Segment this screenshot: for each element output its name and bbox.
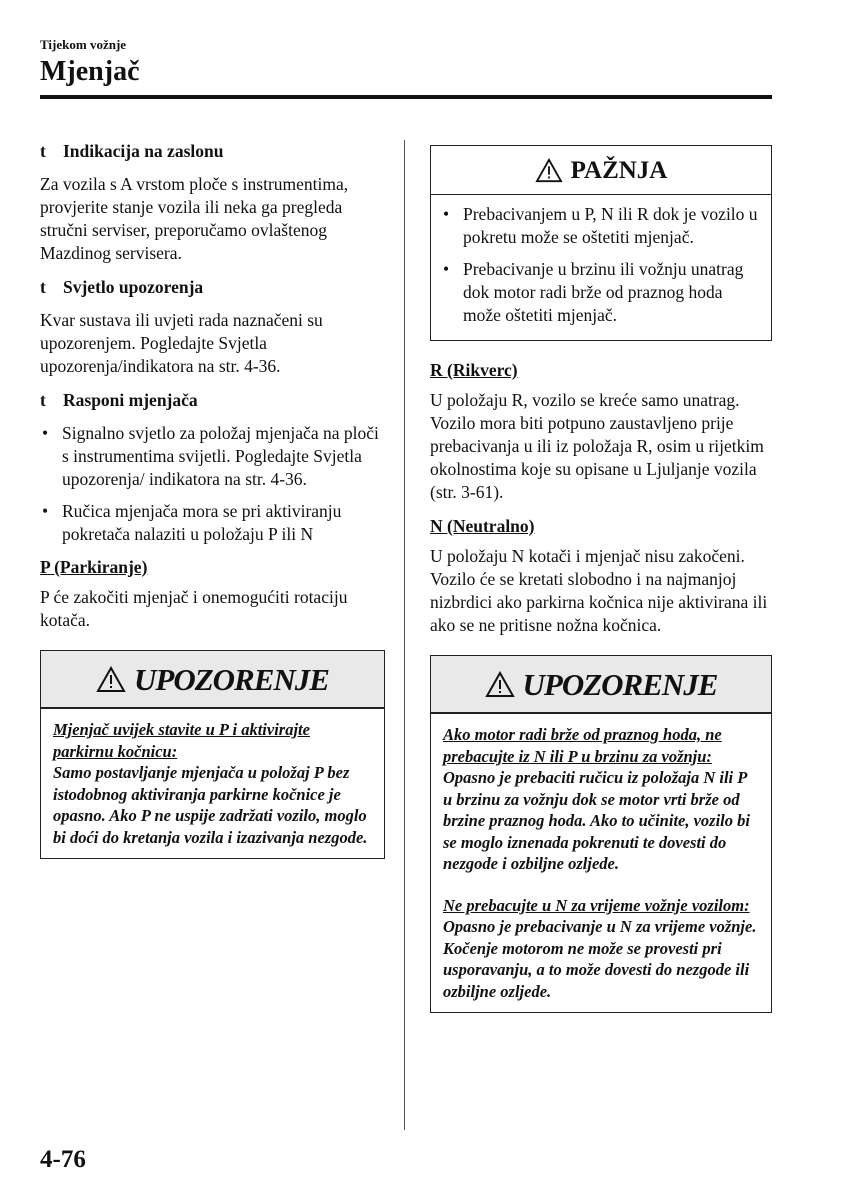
warning-lead: Ako motor radi brže od praznog hoda, ne prebacujte iz N ili P u brzinu za vožnju: <box>443 725 722 766</box>
caution-box <box>430 145 772 341</box>
warning-body <box>431 714 771 1012</box>
reverse-paragraph: U položaju R, vozilo se kreće samo unatrag. Vozilo mora biti potpuno zaustavljeno prije prebacivanja u ili iz položaja R, osim u rijetkim okolnostima koje su opisane u Ljuljanje vozila (str. 3-61). <box>430 390 764 502</box>
caution-header <box>431 146 771 195</box>
column-divider <box>404 140 405 1130</box>
caution-body <box>431 195 771 340</box>
warning-box-left <box>40 650 385 859</box>
list-item: • Prebacivanje u brzinu ili vožnju unatrag dok motor radi brže od praznog hoda može oštetiti mjenjač. <box>441 258 761 327</box>
list-item: • Prebacivanjem u P, N ili R dok je vozilo u pokretu može se oštetiti mjenjač. <box>441 203 761 249</box>
heading-text: Rasponi mjenjača <box>63 390 198 410</box>
section-heading-warning-light <box>40 276 385 299</box>
left-column <box>40 140 385 873</box>
list-item: • Ručica mjenjača mora se pri aktiviranju pokretača nalaziti u položaju P ili N <box>40 500 385 546</box>
section-marker: t <box>40 390 46 410</box>
warning-lead: Ne prebacujte u N za vrijeme vožnje vozilom: <box>443 895 750 915</box>
right-column <box>430 145 772 1027</box>
section-heading-ranges <box>40 389 385 412</box>
subheading-reverse: R (Rikverc) <box>430 360 518 380</box>
running-head: Tijekom vožnje <box>40 37 127 52</box>
warning-triangle-icon <box>485 671 515 698</box>
caution-title: PAŽNJA <box>570 156 668 184</box>
warning-text: Opasno je prebaciti ručicu iz položaja N ili P u brzinu za vožnju dok se motor vrti brže od brzine praznog hoda. Ako to učinite, vozilo bi se moglo iznenada pokrenuti te dovesti do nezgode i ozbiljne ozljede. <box>443 768 750 873</box>
page-number: 4-76 <box>40 1146 86 1173</box>
subheading-neutral: N (Neutralno) <box>430 516 535 536</box>
page-title: Mjenjač <box>40 56 140 87</box>
warning-title: UPOZORENJE <box>134 661 329 697</box>
warning-triangle-icon <box>535 158 563 183</box>
warning-body <box>41 709 384 858</box>
warning-box-right <box>430 655 772 1013</box>
warning-header <box>431 656 771 714</box>
warning-text: Opasno je prebacivanje u N za vrijeme vožnje. Kočenje motorom ne može se provesti pri usporavanju, a to može dovesti do nezgode ili ozbiljne ozljede. <box>443 917 757 1001</box>
section-heading-display <box>40 140 385 163</box>
ranges-list <box>40 422 385 546</box>
heading-text: Svjetlo upozorenja <box>63 277 204 297</box>
section-marker: t <box>40 277 46 297</box>
heading-text: Indikacija na zaslonu <box>63 141 224 161</box>
park-paragraph: P će zakočiti mjenjač i onemogućiti rotaciju kotača. <box>40 587 348 630</box>
warning-light-paragraph: Kvar sustava ili uvjeti rada naznačeni su upozorenjem. Pogledajte Svjetla upozorenja/indikatora na str. 4-36. <box>40 310 323 376</box>
warning-text: Samo postavljanje mjenjača u položaj P bez istodobnog aktiviranja parkirne kočnice je opasno. Ako P ne uspije zadržati vozilo, moglo bi doći do kretanja vozila i izazivanja nezgode. <box>53 763 368 847</box>
warning-triangle-icon <box>96 666 126 693</box>
caution-list <box>441 203 761 327</box>
neutral-paragraph: U položaju N kotači i mjenjač nisu zakočeni. Vozilo će se kretati slobodno i na najmanjoj nizbrdici ako parkirna kočnica nije aktivirana ili ako se ne pritisne nožna kočnica. <box>430 546 768 635</box>
title-rule <box>40 95 772 99</box>
warning-title: UPOZORENJE <box>522 666 718 702</box>
warning-lead: Mjenjač uvijek stavite u P i aktivirajte parkirnu kočnicu: <box>53 720 310 761</box>
warning-header <box>41 651 384 709</box>
display-paragraph: Za vozila s A vrstom ploče s instrumentima, provjerite stanje vozila ili neka ga pregleda stručni serviser, preporučamo ovlaštenog Mazdinog servisera. <box>40 174 349 263</box>
section-marker: t <box>40 141 46 161</box>
subheading-park: P (Parkiranje) <box>40 557 148 577</box>
list-item: • Signalno svjetlo za položaj mjenjača na ploči s instrumentima svijetli. Pogledajte Svjetla upozorenja/ indikatora na str. 4-36. <box>40 422 385 491</box>
